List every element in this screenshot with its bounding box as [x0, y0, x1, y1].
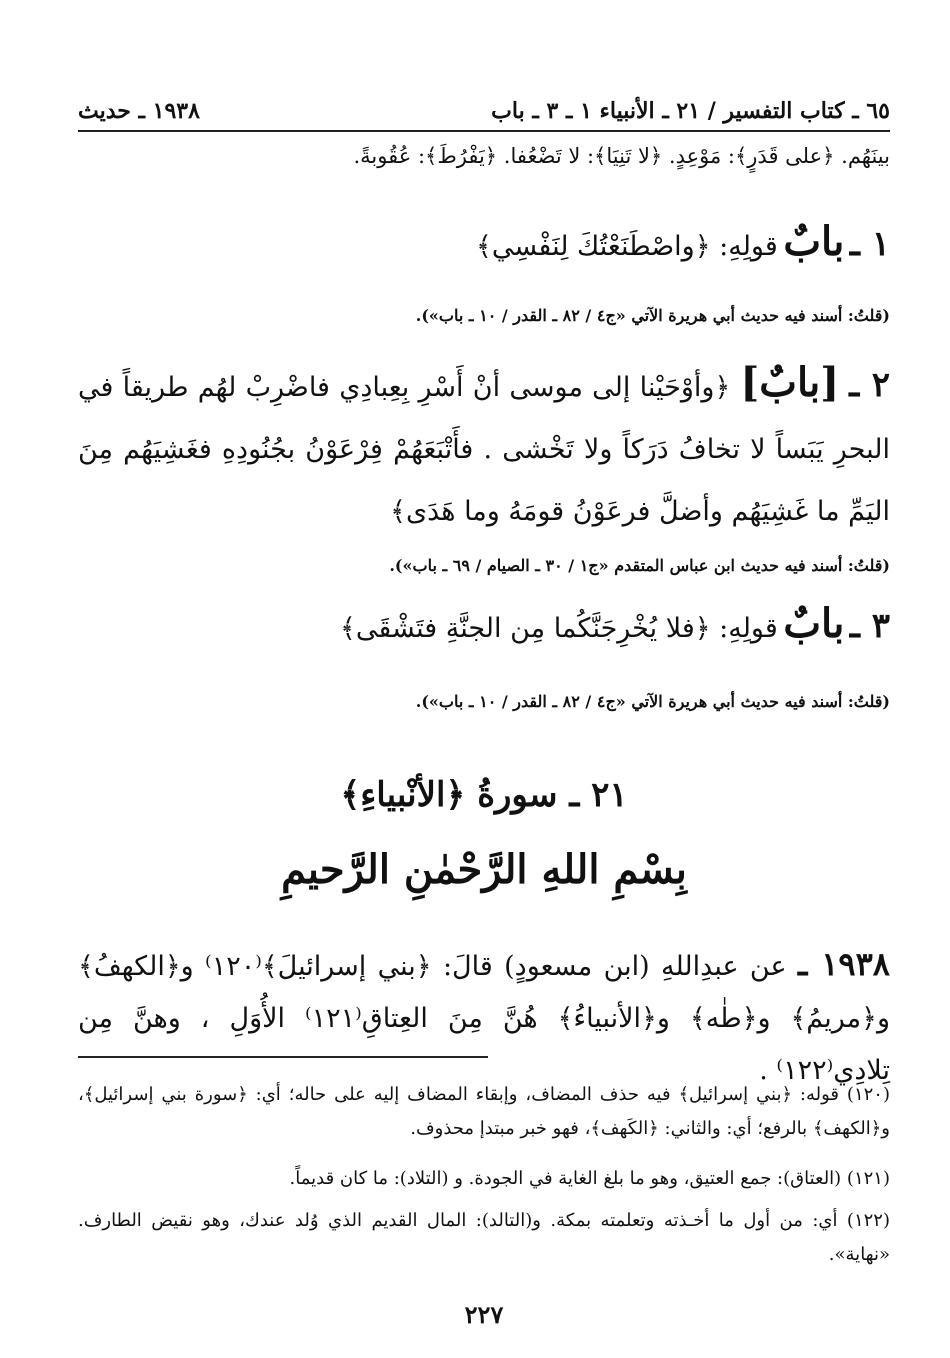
- footnote-122: (١٢٢) أي: من أول ما أخـذته وتعلمته بمكة. و(التالد): المال القديم الذي وُلد عندك، وهو نقيض الطارف. «نهاية».: [78, 1210, 890, 1265]
- book-page: [78, 88, 890, 1338]
- section-3-heading: [340, 600, 890, 647]
- footnote-121: (١٢١) (العتاق): جمع العتيق، وهو ما بلغ الغاية في الجودة. و (التلاد): ما كان قديماً.: [289, 1168, 890, 1189]
- hadith-number: ١٩٣٨ ـ: [797, 945, 890, 983]
- section-3-number: ٣ ـ: [849, 606, 890, 646]
- surah-title: ٢١ ـ سورةُ ﴿الأنْبياءِ﴾: [340, 775, 628, 815]
- page-number: ٢٢٧: [464, 1300, 504, 1329]
- footnote-120: (١٢٠) قوله: ﴿بني إسرائيل﴾ فيه حذف المضاف، وإبقاء المضاف إليه على حاله؛ أي: ﴿سورة بني إسرائيل﴾، و﴿الكهف﴾ بالرفع؛ أي: والثاني: ﴿الكَهف﴾، فهو خبر مبتدإ محذوف.: [78, 1084, 890, 1139]
- hadith-text: عن عبدِاللهِ (ابن مسعودٍ) قالَ: ﴿بني إسرائيلَ﴾⁽١٢٠⁾ و﴿الكهفُ﴾ و﴿مريمُ﴾ و﴿طٰه﴾ و﴿الأنبياءُ﴾ هُنَّ مِنَ العِتاقِ⁽١٢١⁾ الأُوَلِ ، وهنَّ مِن تِلادِي⁽١٢٢⁾ .: [78, 951, 891, 1086]
- section-2-number: ٢ ـ: [849, 365, 890, 405]
- section-3-title: قولِهِ: ﴿فلا يُخْرِجَنَّكُما مِن الجنَّةِ فتَشْقَى﴾: [340, 613, 778, 644]
- section-3-word: بابٌ: [783, 600, 845, 647]
- header-hadith-number: ١٩٣٨ ـ حديث: [78, 98, 200, 124]
- section-2-title: ﴿وأوْحَيْنا إلى موسى أنْ أَسْرِ بِعِبادِي فاضْرِبْ لهُم طريقاً في البحرِ يَبَساً لا تخافُ دَرَكاً ولا تَخْشى . فأَتْبَعَهُمْ فِرْعَوْنُ بجُنُودِهِ فغَشِيَهُم مِنَ اليَمِّ ما غَشِيَهُم وأضلَّ فرعَوْنُ قومَهُ وما هَدَى﴾: [78, 372, 890, 527]
- hadith-1938: [78, 938, 890, 1097]
- section-1-title: قولِهِ: ﴿واصْطَنَعْتُكَ لِنَفْسِي﴾: [476, 231, 778, 262]
- section-3-note: (قلتُ: أسند فيه حديث أبي هريرة الآتي «ج٤ / ٨٢ ـ القدر / ١٠ ـ باب»).: [415, 692, 890, 711]
- section-2-heading: [78, 352, 890, 543]
- section-2-word: [بابٌ]: [740, 359, 840, 406]
- header-chapter-title: ٦٥ ـ كتاب التفسير / ٢١ ـ الأنبياء ١ ـ ٣ ـ باب: [491, 98, 890, 124]
- intro-line: بينَهُم. ﴿على قَدَرٍ﴾: مَوْعِدٍ. ﴿لا تَنِيَا﴾: لا تَضْعُفا. ﴿يَفْرُطَ﴾: عُقُوبةً.: [353, 144, 890, 168]
- section-1-word: بابٌ: [783, 218, 845, 265]
- section-2-note: (قلتُ: أسند فيه حديث ابن عباس المتقدم «ج١ / ٣٠ ـ الصيام / ٦٩ ـ باب»).: [389, 556, 890, 575]
- running-header: [78, 88, 890, 132]
- section-1-heading: [476, 218, 890, 265]
- section-1-note: (قلتُ: أسند فيه حديث أبي هريرة الآتي «ج٤ / ٨٢ ـ القدر / ١٠ ـ باب»).: [415, 306, 890, 325]
- basmala: بِسْمِ اللهِ الرَّحْمٰنِ الرَّحيمِ: [281, 846, 687, 893]
- section-1-number: ١ ـ: [849, 224, 890, 264]
- footnote-divider: [78, 1056, 488, 1058]
